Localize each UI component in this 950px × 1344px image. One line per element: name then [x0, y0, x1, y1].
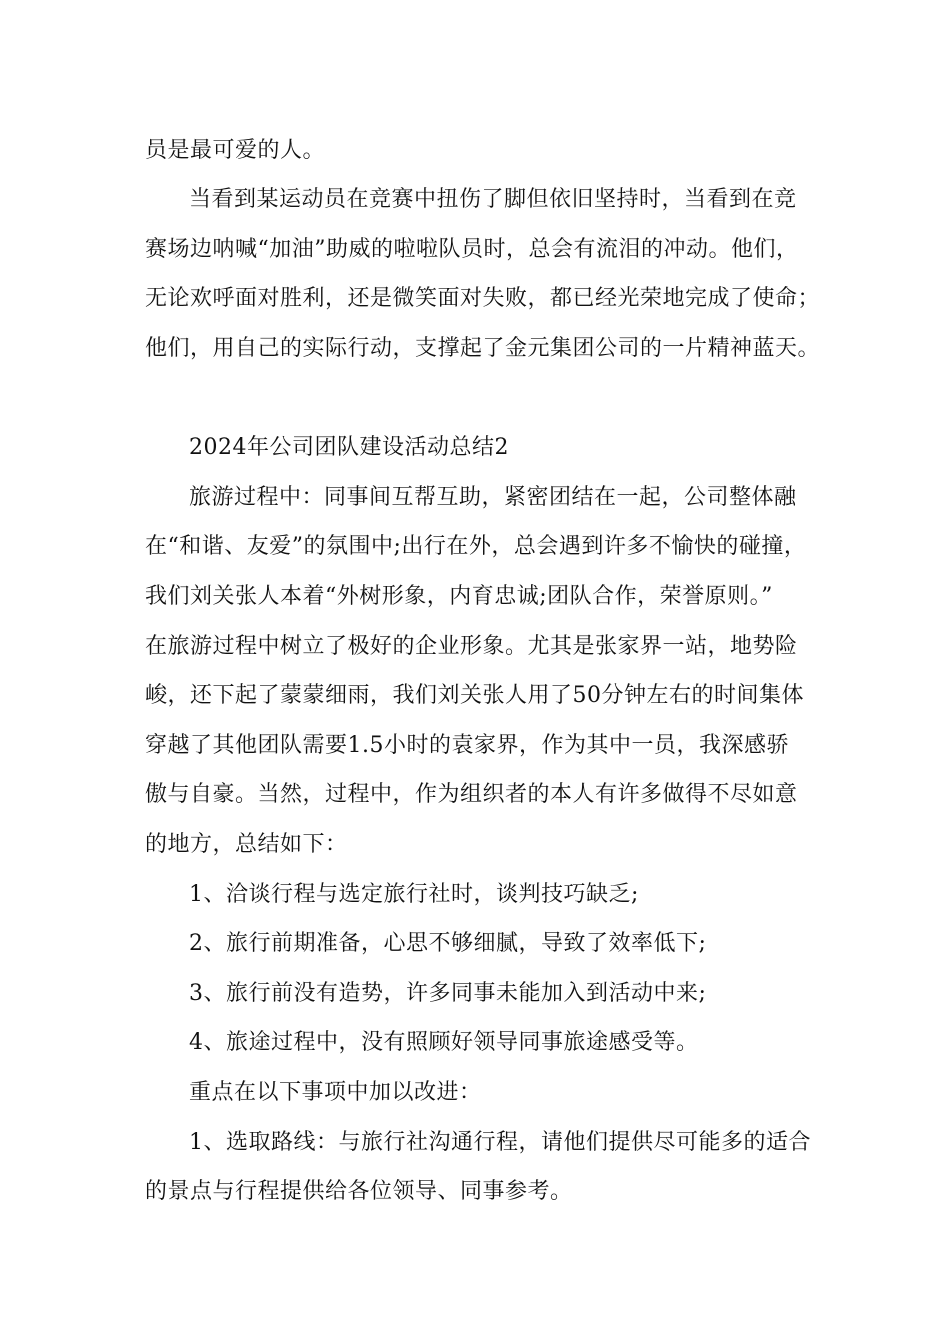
list-item: 3、旅行前没有造势，许多同事未能加入到活动中来;: [189, 981, 707, 1006]
list-item: 1、选取路线：与旅行社沟通行程，请他们提供尽可能多的适合: [189, 1130, 811, 1155]
text-line: 重点在以下事项中加以改进：: [189, 1080, 482, 1105]
text-line: 无论欢呼面对胜利，还是微笑面对失败，都已经光荣地完成了使命；: [145, 286, 821, 311]
text-line: 在旅游过程中树立了极好的企业形象。尤其是张家界一站，地势险: [145, 634, 798, 659]
list-item: 4、旅途过程中，没有照顾好领导同事旅途感受等。: [189, 1030, 699, 1055]
text-line: 我们刘关张人本着“外树形象，内育忠诚;团队合作，荣誉原则。”: [145, 584, 773, 609]
text-line: 旅游过程中：同事间互帮互助，紧密团结在一起，公司整体融: [189, 485, 797, 510]
section-heading: 2024年公司团队建设活动总结2: [189, 435, 509, 460]
list-item: 1、洽谈行程与选定旅行社时，谈判技巧缺乏;: [189, 882, 639, 907]
text-line: 峻，还下起了蒙蒙细雨，我们刘关张人用了50分钟左右的时间集体: [145, 683, 804, 708]
list-item: 2、旅行前期准备，心思不够细腻，导致了效率低下;: [189, 931, 707, 956]
text-line: 当看到某运动员在竞赛中扭伤了脚但依旧坚持时，当看到在竞: [189, 187, 797, 212]
text-line: 他们，用自己的实际行动，支撑起了金元集团公司的一片精神蓝天。: [145, 336, 821, 361]
text-line: 的地方，总结如下：: [145, 832, 348, 857]
text-line: 员是最可爱的人。: [145, 138, 326, 163]
text-line: 傲与自豪。当然，过程中，作为组织者的本人有许多做得不尽如意: [145, 782, 798, 807]
text-line: 的景点与行程提供给各位领导、同事参考。: [145, 1179, 573, 1204]
text-line: 在“和谐、友爱”的氛围中;出行在外，总会遇到许多不愉快的碰撞，: [145, 534, 807, 559]
text-line: 赛场边呐喊“加油”助威的啦啦队员时，总会有流泪的冲动。他们，: [145, 237, 799, 262]
text-line: 穿越了其他团队需要1.5小时的袁家界，作为其中一员，我深感骄: [145, 733, 789, 758]
